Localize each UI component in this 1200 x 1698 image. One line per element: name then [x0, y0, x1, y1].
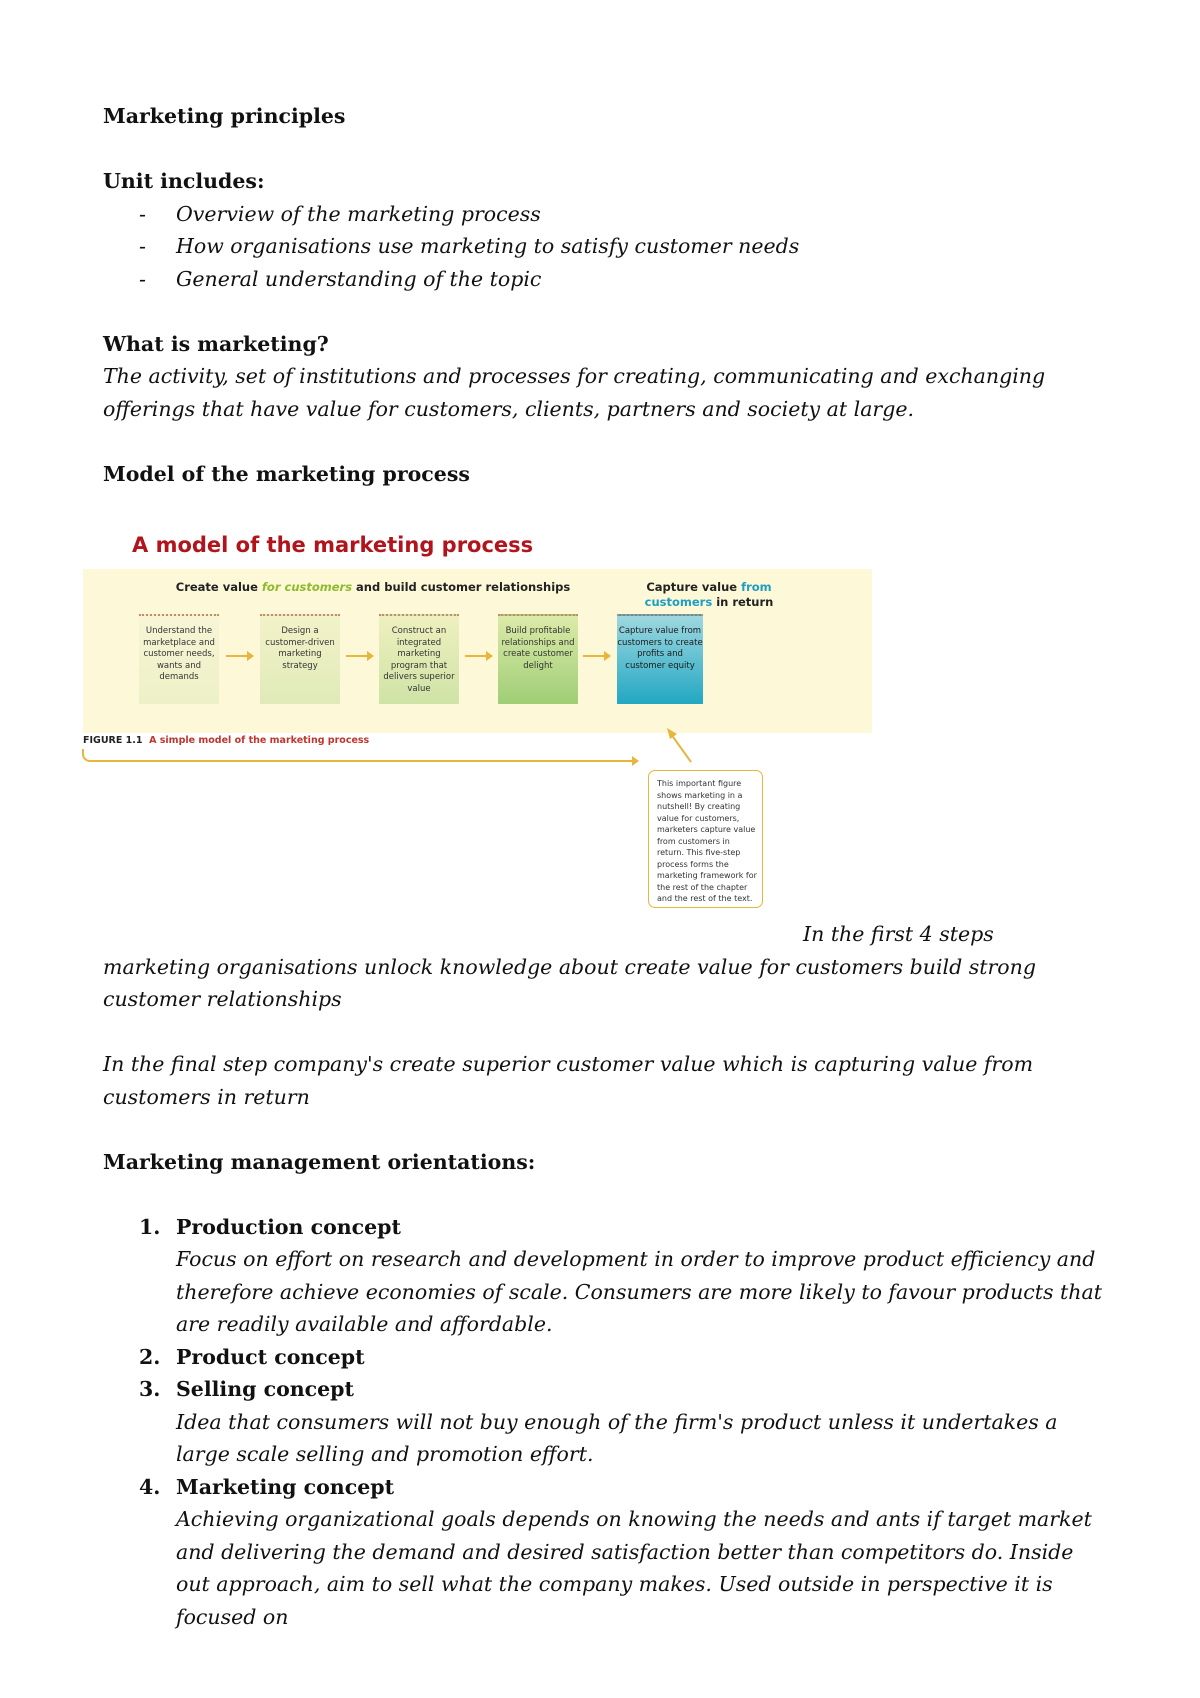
arrow-right-icon — [226, 655, 252, 657]
step-capture-value: Capture value from customers to create profits and customer equity — [617, 614, 703, 704]
list-item: - Overview of the marketing process — [103, 198, 1103, 231]
model-heading: Model of the marketing process — [103, 461, 470, 486]
orientations-heading: Marketing management orientations: — [103, 1149, 536, 1174]
figure-title: A model of the marketing process — [132, 533, 534, 557]
list-item: 2. Product concept — [103, 1341, 1103, 1374]
list-item: 1. Production concept Focus on effort on research and development in order to improve product efficiency and therefore achieve economies of scale. Consumers are more likely to favour products that are readily available and affordable. — [103, 1211, 1103, 1341]
definition-text: The activity, set of institutions and processes for creating, communicating and exchanging offerings that have value for customers, clients, partners and society at large. — [103, 364, 1046, 421]
list-item: - How organisations use marketing to satisfy customer needs — [103, 230, 1103, 263]
document-title: Marketing principles — [103, 104, 346, 128]
figure-callout-note: This important figure shows marketing in a nutshell! By creating value for customers, marketers capture value from customers in return. This five-step process forms the marketing framework for the rest of the chapter and the rest of the text. — [648, 770, 763, 908]
create-value-header: Create value for customers and build customer relationships — [175, 580, 571, 594]
arrow-right-icon — [583, 655, 609, 657]
orientation-title: Production concept — [176, 1214, 401, 1239]
orientation-desc: Idea that consumers will not buy enough of the firm's product unless it undertakes a large scale selling and promotion effort. — [176, 1409, 1058, 1466]
figure-caption: FIGURE 1.1 A simple model of the marketing process — [83, 735, 370, 746]
step-design-strategy: Design a customer-driven marketing strategy — [260, 614, 340, 704]
step-understand-marketplace: Understand the marketplace and customer needs, wants and demands — [139, 614, 219, 704]
arrow-right-icon — [346, 655, 372, 657]
orientation-desc: Achieving organizational goals depends on knowing the needs and ants if target market and delivering the demand and desired satisfaction better than competitors do. Inside out approach, aim to sell what the company makes. Used outside in perspective it is focused on — [176, 1507, 1092, 1629]
step-construct-program: Construct an integrated marketing program that delivers superior value — [379, 614, 459, 704]
list-item: - General understanding of the topic — [103, 263, 1103, 296]
unit-heading: Unit includes: — [103, 169, 265, 193]
step-build-relationships: Build profitable relationships and create customer delight — [498, 614, 578, 704]
orientation-title: Selling concept — [176, 1377, 354, 1401]
capture-value-header: Capture value from customers in return — [644, 580, 774, 609]
marketing-process-figure — [83, 490, 1103, 918]
what-heading: What is marketing? — [103, 331, 329, 356]
arrow-right-icon — [465, 655, 491, 657]
orientations-list — [103, 1211, 1103, 1634]
list-item: 3. Selling concept Idea that consumers will not buy enough of the firm's product unless it undertakes a large scale selling and promotion effort. — [103, 1373, 1103, 1471]
unit-list — [103, 198, 1103, 296]
figure-panel — [83, 569, 872, 733]
callout-arrow-icon — [665, 726, 695, 766]
after-figure-paragraph-2: In the final step company's create superior customer value which is capturing value from customers in return — [103, 1052, 1034, 1109]
orientation-desc: Focus on effort on research and development in order to improve product efficiency and therefore achieve economies of scale. Consumers are more likely to favour products that are readily available and affordable. — [176, 1247, 1102, 1336]
caption-connector — [82, 749, 636, 762]
after-figure-paragraph-1: In the first 4 steps marketing organisations unlock knowledge about create value for customers build strong customer relationships — [103, 922, 1036, 1011]
orientation-title: Product concept — [176, 1344, 365, 1369]
orientation-title: Marketing concept — [176, 1474, 395, 1499]
list-item: 4. Marketing concept Achieving organizational goals depends on knowing the needs and ants if target market and delivering the demand and desired satisfaction better than competitors do. Inside out approach, aim to sell what the company makes. Used outside in perspective it is focused on — [103, 1471, 1103, 1634]
document-page — [83, 100, 1103, 1633]
